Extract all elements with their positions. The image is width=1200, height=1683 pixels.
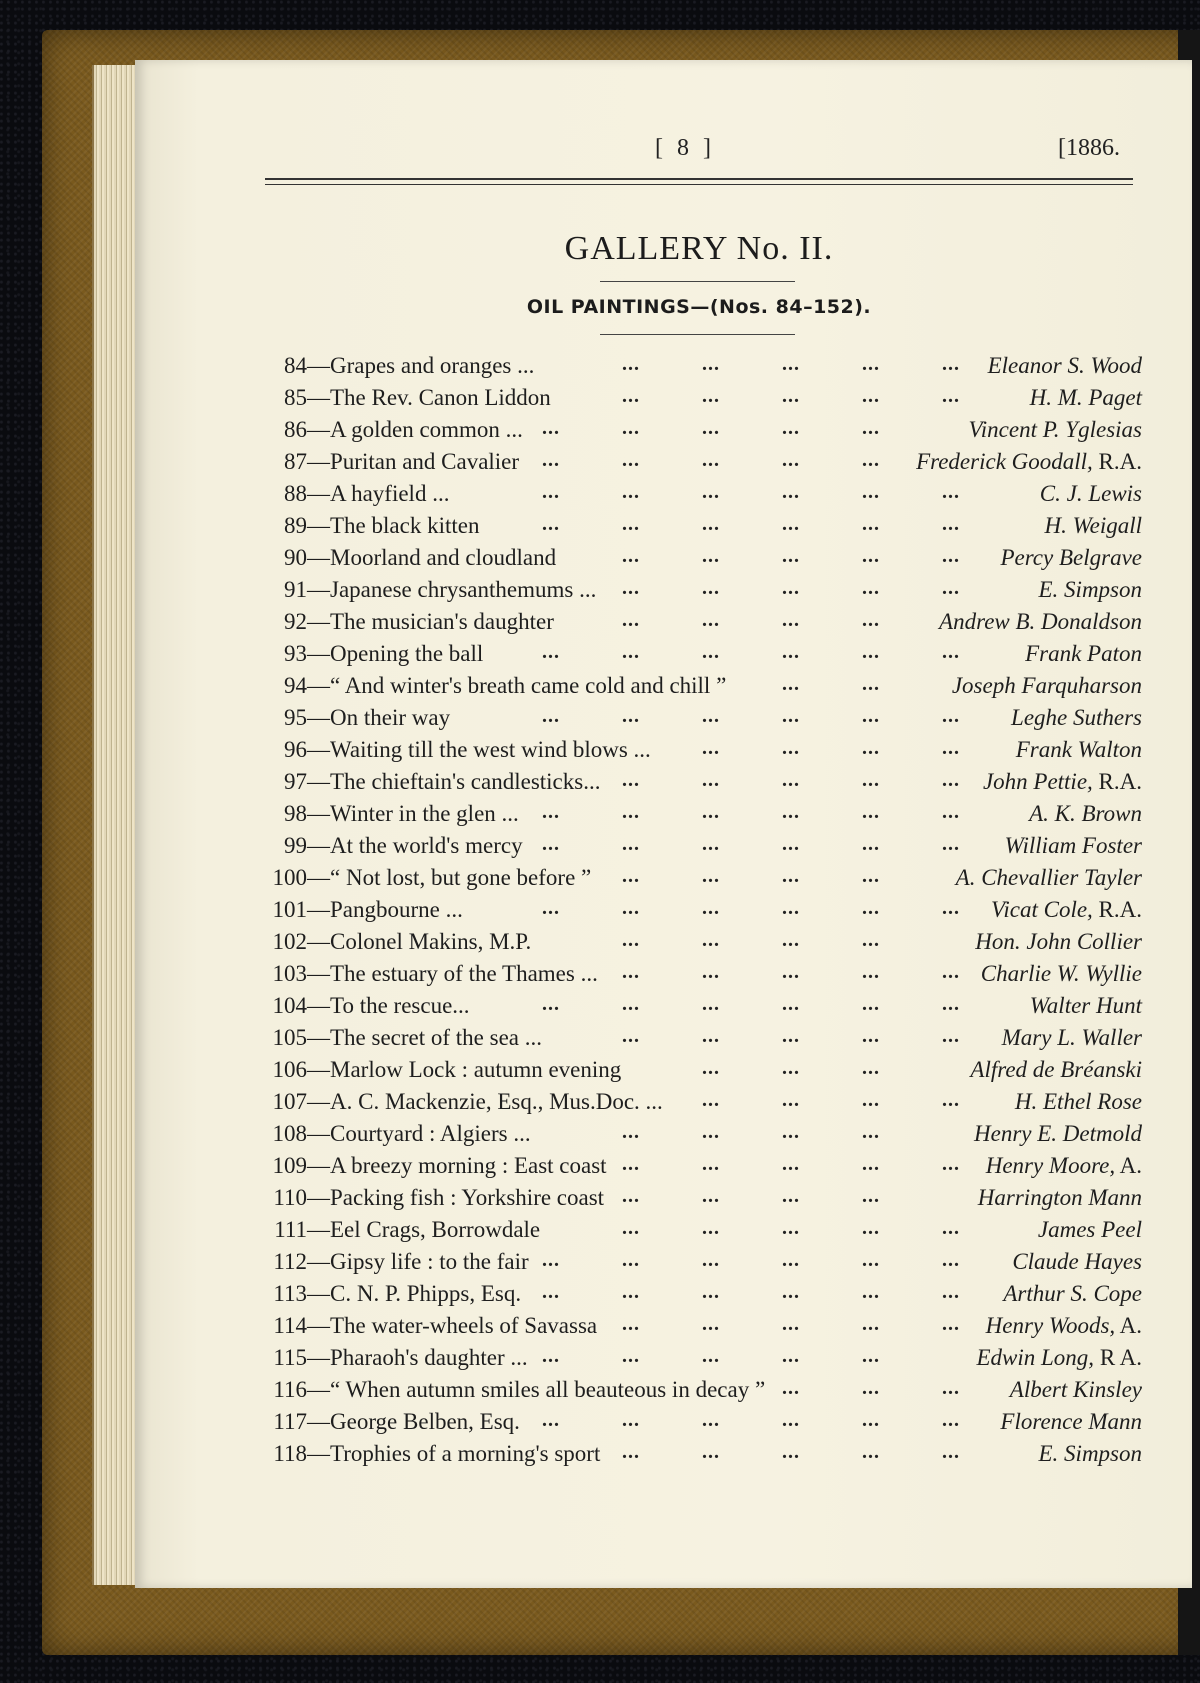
entry-number: 97— <box>284 769 330 794</box>
entry-title: Japanese chrysanthemums ... <box>330 577 597 602</box>
entry-number: 107— <box>272 1089 330 1114</box>
catalogue-entry <box>262 574 1142 606</box>
catalogue-entry <box>262 1278 1142 1310</box>
leader-dots: ... ... ... ... <box>622 609 880 631</box>
entry-title: The chieftain's candlesticks... <box>330 769 601 794</box>
title-rule-top <box>600 281 795 282</box>
artist-name: Hon. John Collier <box>975 929 1142 954</box>
catalogue-entry <box>262 734 1142 766</box>
leader-dots: ... ... ... ... ... <box>542 449 880 471</box>
leader-dots: ... ... ... ... <box>622 1185 880 1207</box>
entry-number: 108— <box>272 1121 330 1146</box>
entry-title: Eel Crags, Borrowdale <box>330 1217 541 1242</box>
leader-dots: ... ... ... ... ... ... <box>542 993 960 1015</box>
entry-title: Pangbourne ... <box>330 897 463 922</box>
catalogue-entry <box>262 510 1142 542</box>
catalogue-entry <box>262 1406 1142 1438</box>
entry-title: A breezy morning : East coast <box>330 1153 607 1178</box>
artist-name: E. Simpson <box>1038 1441 1142 1466</box>
leader-dots: ... ... ... ... ... <box>622 385 960 407</box>
artist-suffix: A. <box>1115 1313 1142 1338</box>
leader-dots: ... ... ... ... ... <box>622 1025 960 1047</box>
leader-dots: ... ... ... ... ... <box>622 545 960 567</box>
leader-dots: ... ... ... ... ... ... <box>542 1249 960 1271</box>
artist-name: E. Simpson <box>1038 577 1142 602</box>
catalogue-entry <box>262 1150 1142 1182</box>
entry-title: The black kitten <box>330 513 480 538</box>
leader-dots: ... ... ... ... <box>622 929 880 951</box>
entry-title: Puritan and Cavalier <box>330 449 520 474</box>
catalogue-entry <box>262 670 1142 702</box>
artist-name: John Pettie, <box>982 769 1093 794</box>
entry-number: 115— <box>273 1345 330 1370</box>
entry-title: Opening the ball <box>330 641 484 666</box>
artist-suffix: R.A. <box>1092 897 1142 922</box>
entry-number: 88— <box>284 481 330 506</box>
catalogue-entry <box>262 1310 1142 1342</box>
entry-title: Waiting till the west wind blows ... <box>330 737 651 762</box>
entry-number: 87— <box>284 449 330 474</box>
artist-name: Mary L. Waller <box>1001 1025 1142 1050</box>
catalogue-entry <box>262 798 1142 830</box>
catalogue-entry <box>262 350 1142 382</box>
catalogue-entry <box>262 542 1142 574</box>
artist-name: Vincent P. Yglesias <box>968 417 1142 442</box>
leader-dots: ... ... ... ... ... ... <box>542 801 960 823</box>
entry-title: Marlow Lock : autumn evening <box>330 1057 622 1082</box>
entry-number: 104— <box>272 993 330 1018</box>
artist-name: Harrington Mann <box>977 1185 1142 1210</box>
artist-name: Arthur S. Cope <box>1003 1281 1142 1306</box>
entry-number: 117— <box>273 1409 330 1434</box>
leader-dots: ... ... ... ... <box>622 1121 880 1143</box>
artist-name: Frank Paton <box>1025 641 1142 666</box>
gallery-title: GALLERY No. II. <box>564 230 834 267</box>
entry-number: 101— <box>272 897 330 922</box>
leader-dots: ... ... ... ... ... <box>542 417 880 439</box>
entry-title: Trophies of a morning's sport <box>330 1441 601 1466</box>
entry-number: 84— <box>284 353 330 378</box>
entry-title: “ When autumn smiles all beauteous in decay ” <box>330 1377 766 1402</box>
entry-number: 112— <box>273 1249 330 1274</box>
catalogue-entry <box>262 606 1142 638</box>
entry-title: The Rev. Canon Liddon <box>330 385 551 410</box>
header-rule-thin <box>265 184 1133 185</box>
leader-dots: ... ... ... ... ... <box>622 1217 960 1239</box>
entry-number: 86— <box>284 417 330 442</box>
catalogue-entry <box>262 990 1142 1022</box>
leader-dots: ... ... ... ... ... ... <box>542 641 960 663</box>
catalogue-entry <box>262 414 1142 446</box>
catalogue-list <box>262 350 1142 1470</box>
artist-name: Albert Kinsley <box>1009 1377 1142 1402</box>
leader-dots: ... ... ... ... ... ... <box>542 1409 960 1431</box>
catalogue-entry <box>262 894 1142 926</box>
entry-title: “ And winter's breath came cold and chill ” <box>330 673 727 698</box>
catalogue-entry <box>262 862 1142 894</box>
entry-title: Grapes and oranges ... <box>330 353 535 378</box>
entry-number: 92— <box>284 609 330 634</box>
entry-number: 85— <box>284 385 330 410</box>
artist-name: Henry Moore, <box>985 1153 1116 1178</box>
leader-dots: ... ... ... ... ... <box>542 1345 880 1367</box>
artist-suffix: R.A. <box>1092 769 1142 794</box>
catalogue-entry <box>262 1342 1142 1374</box>
artist-name: Frederick Goodall, <box>916 449 1093 474</box>
leader-dots: ... ... ... ... <box>702 1089 960 1111</box>
entry-title: A. C. Mackenzie, Esq., Mus.Doc. ... <box>330 1089 663 1114</box>
entry-title: Colonel Makins, M.P. <box>330 929 532 954</box>
entry-title: The musician's daughter <box>330 609 554 634</box>
leader-dots: ... ... ... ... ... <box>622 769 960 791</box>
artist-name: A. Chevallier Tayler <box>955 865 1142 890</box>
entry-number: 102— <box>272 929 330 954</box>
leader-dots: ... ... ... ... ... ... <box>542 705 960 727</box>
entry-title: C. N. P. Phipps, Esq. <box>330 1281 522 1306</box>
catalogue-entry <box>262 766 1142 798</box>
entry-number: 89— <box>284 513 330 538</box>
entry-title: A hayfield ... <box>330 481 450 506</box>
artist-name: Vicat Cole, <box>991 897 1093 922</box>
leader-dots: ... ... ... ... ... <box>622 1313 960 1335</box>
artist-name: Florence Mann <box>1000 1409 1142 1434</box>
entry-title: Moorland and cloudland <box>330 545 557 570</box>
title-rule-bottom <box>600 334 795 335</box>
entry-number: 103— <box>272 961 330 986</box>
entry-number: 106— <box>272 1057 330 1082</box>
header-rule-thick <box>265 178 1133 180</box>
artist-name: Andrew B. Donaldson <box>939 609 1142 634</box>
entry-title: A golden common ... <box>330 417 523 442</box>
artist-name: Edwin Long, <box>976 1345 1095 1370</box>
leader-dots: ... ... ... ... ... <box>622 577 960 599</box>
leader-dots: ... ... ... ... ... <box>622 1441 960 1463</box>
entry-number: 113— <box>273 1281 330 1306</box>
artist-name: Leghe Suthers <box>1011 705 1142 730</box>
catalogue-entry <box>262 1438 1142 1470</box>
entry-number: 109— <box>272 1153 330 1178</box>
leader-dots: ... ... ... ... ... <box>622 353 960 375</box>
artist-name: H. Weigall <box>1044 513 1142 538</box>
catalogue-entry <box>262 638 1142 670</box>
catalogue-entry <box>262 1118 1142 1150</box>
catalogue-entry <box>262 958 1142 990</box>
artist-suffix: A. <box>1115 1153 1142 1178</box>
entry-number: 105— <box>272 1025 330 1050</box>
artist-name: C. J. Lewis <box>1039 481 1142 506</box>
entry-title: On their way <box>330 705 451 730</box>
catalogue-entry <box>262 702 1142 734</box>
artist-name: H. Ethel Rose <box>1014 1089 1142 1114</box>
leader-dots: ... ... ... ... <box>622 865 880 887</box>
artist-name: Percy Belgrave <box>1000 545 1142 570</box>
entry-number: 94— <box>284 673 330 698</box>
leader-dots: ... ... ... ... ... <box>622 1153 960 1175</box>
artist-name: Joseph Farquharson <box>951 673 1142 698</box>
entry-title: Courtyard : Algiers ... <box>330 1121 531 1146</box>
artist-name: A. K. Brown <box>1029 801 1142 826</box>
leader-dots: ... ... <box>782 673 880 695</box>
entry-number: 116— <box>273 1377 330 1402</box>
leader-dots: ... ... ... <box>782 1377 960 1399</box>
entry-title: The estuary of the Thames ... <box>330 961 598 986</box>
catalogue-entry <box>262 1022 1142 1054</box>
entry-title: The secret of the sea ... <box>330 1025 543 1050</box>
entry-title: “ Not lost, but gone before ” <box>330 865 592 890</box>
catalogue-entry <box>262 830 1142 862</box>
leader-dots: ... ... ... ... ... ... <box>542 481 960 503</box>
catalogue-entry <box>262 1086 1142 1118</box>
leader-dots: ... ... ... ... ... ... <box>542 513 960 535</box>
artist-name: H. M. Paget <box>1029 385 1142 410</box>
entry-number: 114— <box>273 1313 330 1338</box>
artist-name: Charlie W. Wyllie <box>980 961 1142 986</box>
leader-dots: ... ... ... ... ... ... <box>542 833 960 855</box>
leader-dots: ... ... ... ... ... <box>622 961 960 983</box>
catalogue-entry <box>262 1374 1142 1406</box>
catalogue-entry <box>262 1182 1142 1214</box>
section-title: OIL PAINTINGS—(Nos. 84–152). <box>526 296 872 318</box>
artist-name: James Peel <box>1037 1217 1142 1242</box>
entry-title: Pharaoh's daughter ... <box>330 1345 528 1370</box>
entry-title: Winter in the glen ... <box>330 801 519 826</box>
entry-title: Packing fish : Yorkshire coast <box>330 1185 605 1210</box>
entry-number: 99— <box>284 833 330 858</box>
leader-dots: ... ... ... ... ... ... <box>542 897 960 919</box>
artist-name: Frank Walton <box>1015 737 1142 762</box>
artist-suffix: R A. <box>1094 1345 1142 1370</box>
entry-number: 110— <box>273 1185 330 1210</box>
page-year: [1886. <box>1058 135 1120 161</box>
artist-name: Henry E. Detmold <box>974 1121 1142 1146</box>
entry-number: 91— <box>284 577 330 602</box>
leader-dots: ... ... ... ... <box>702 737 960 759</box>
leader-dots: ... ... ... <box>702 1057 880 1079</box>
artist-name: Alfred de Bréanski <box>970 1057 1142 1082</box>
catalogue-entry <box>262 478 1142 510</box>
leader-dots: ... ... ... ... ... ... <box>542 1281 960 1303</box>
artist-name: William Foster <box>1004 833 1142 858</box>
artist-name: Eleanor S. Wood <box>987 353 1142 378</box>
page-number: [ 8 ] <box>655 135 715 161</box>
catalogue-entry <box>262 1214 1142 1246</box>
artist-name: Walter Hunt <box>1029 993 1142 1018</box>
entry-number: 118— <box>273 1441 330 1466</box>
entry-number: 90— <box>284 545 330 570</box>
entry-title: At the world's mercy <box>330 833 523 858</box>
catalogue-entry <box>262 926 1142 958</box>
entry-title: To the rescue... <box>330 993 470 1018</box>
entry-number: 111— <box>274 1217 330 1242</box>
catalogue-entry <box>262 1246 1142 1278</box>
artist-name: Claude Hayes <box>1012 1249 1142 1274</box>
artist-name: Henry Woods, <box>985 1313 1116 1338</box>
entry-number: 93— <box>284 641 330 666</box>
catalogue-entry <box>262 382 1142 414</box>
entry-title: The water-wheels of Savassa <box>330 1313 598 1338</box>
entry-title: Gipsy life : to the fair <box>330 1249 529 1274</box>
entry-number: 95— <box>284 705 330 730</box>
entry-title: George Belben, Esq. <box>330 1409 520 1434</box>
catalogue-entry <box>262 446 1142 478</box>
artist-suffix: R.A. <box>1092 449 1142 474</box>
entry-number: 100— <box>272 865 330 890</box>
catalogue-entry <box>262 1054 1142 1086</box>
entry-number: 96— <box>284 737 330 762</box>
entry-number: 98— <box>284 801 330 826</box>
